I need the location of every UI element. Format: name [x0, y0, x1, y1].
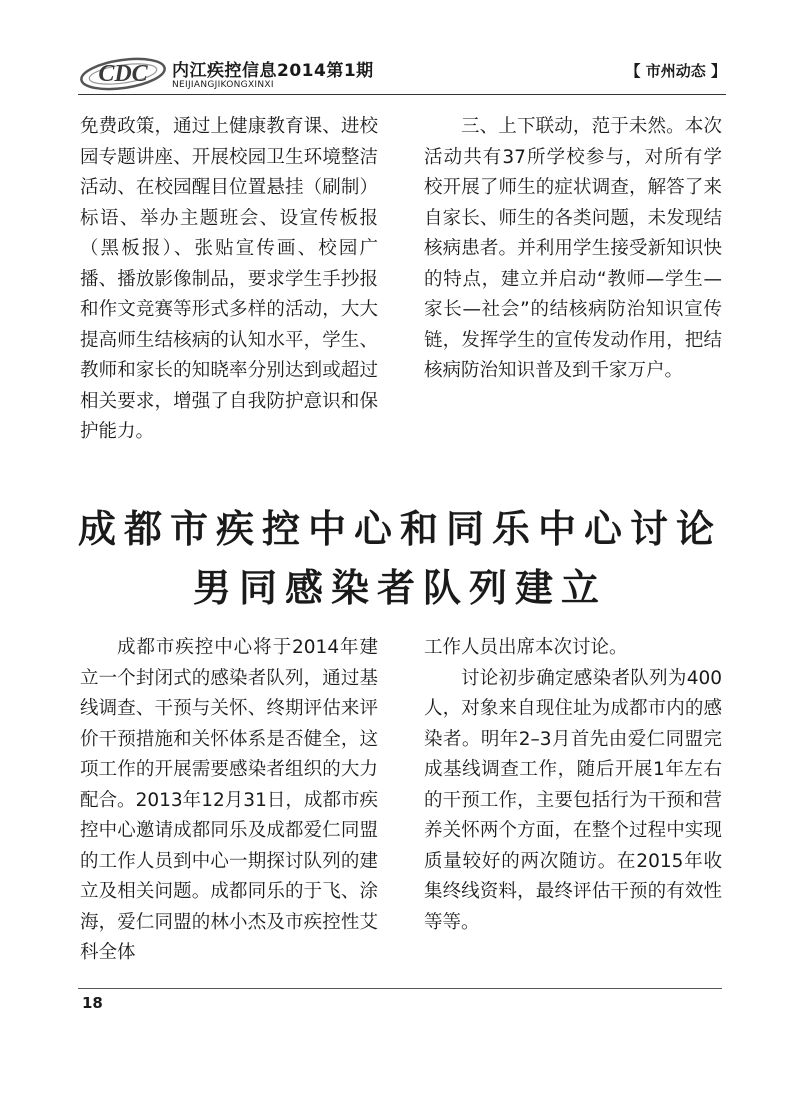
lower-article-left-column: [80, 633, 378, 969]
logo-text: CDC: [98, 61, 148, 87]
upper-left-paragraph: 免费政策，通过上健康教育课、进校园专题讲座、开展校园卫生环境整洁活动、在校园醒目位置悬挂（刷制）标语、举办主题班会、设宣传板报（黑板报）、张贴宣传画、校园广播、播放影像制品，要求学生手抄报和作文竞赛等形式多样的活动，大大提高师生结核病的认知水平，学生、教师和家长的知晓率分别达到或超过相关要求，增强了自我防护意识和保护能力。: [80, 116, 378, 442]
lower-article-right-column: [424, 633, 722, 938]
upper-article-right-column: [424, 112, 722, 387]
upper-article-left-column: [80, 112, 378, 448]
lower-right-paragraph-1: 工作人员出席本次讨论。: [424, 637, 628, 658]
cdc-logo-icon: [78, 50, 168, 94]
article-headline-line1: 成都市疾控中心和同乐中心讨论: [77, 506, 722, 551]
footer-divider: [78, 988, 722, 989]
page-number: 18: [82, 994, 103, 1012]
publication-title: 内江疾控信息2014第1期: [172, 61, 374, 81]
section-tag: 【 市州动态 】: [625, 62, 726, 80]
publication-subtitle: NEIJIANGJIKONGXINXI: [172, 80, 274, 90]
lower-left-paragraph: 成都市疾控中心将于2014年建立一个封闭式的感染者队列，通过基线调查、干预与关怀、终期评估来评价干预措施和关怀体系是否健全，这项工作的开展需要感染者组织的大力配合。2013年12月31日，成都市疾控中心邀请成都同乐及成都爱仁同盟的工作人员到中心一期探讨队列的建立及相关问题。成都同乐的于飞、涂海，爱仁同盟的林小杰及市疾控性艾科全体: [80, 637, 378, 963]
lower-right-paragraph-2: 讨论初步确定感染者队列为400人，对象来自现住址为成都市内的感染者。明年2–3月首先由爱仁同盟完成基线调查工作，随后开展1年左右的干预工作，主要包括行为干预和营养关怀两个方面，在整个过程中实现质量较好的两次随访。在2015年收集终线资料，最终评估干预的有效性等等。: [424, 667, 722, 933]
article-headline-line2: 男同感染者队列建立: [192, 565, 607, 610]
upper-right-paragraph: 三、上下联动，范于未然。本次活动共有37所学校参与，对所有学校开展了师生的症状调查，解答了来自家长、师生的各类问题，未发现结核病患者。并利用学生接受新知识快的特点，建立并启动“教师—学生—家长—社会”的结核病防治知识宣传链，发挥学生的宣传发动作用，把结核病防治知识普及到千家万户。: [424, 116, 722, 381]
header-divider: [78, 94, 726, 95]
page-header: [0, 0, 800, 100]
